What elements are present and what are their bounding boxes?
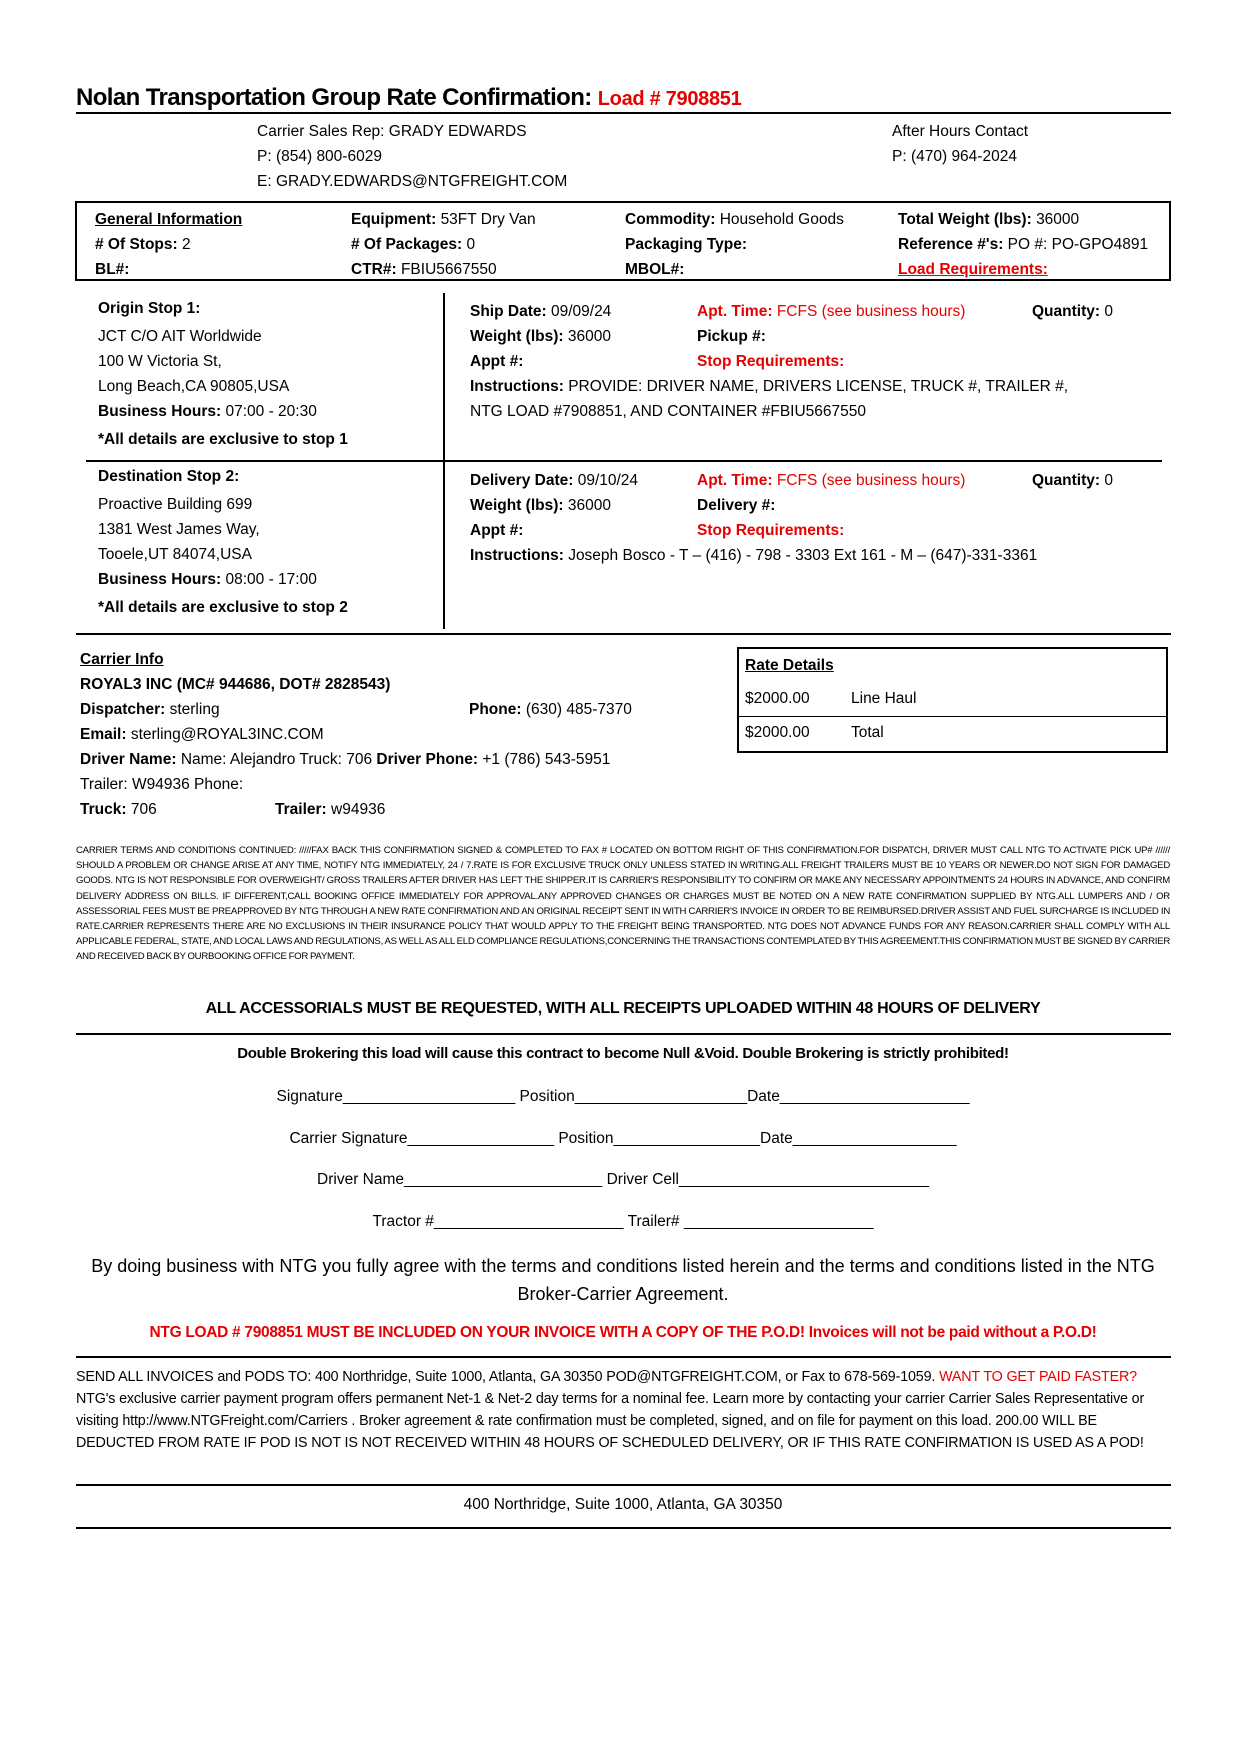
destination-stop-requirements: Stop Requirements: xyxy=(697,522,845,539)
carrier-email: Email: sterling@ROYAL3INC.COM xyxy=(80,726,324,743)
origin-appt: Appt #: xyxy=(470,353,524,370)
trailer-number: Trailer: w94936 xyxy=(275,801,386,818)
origin-instructions: Instructions: PROVIDE: DRIVER NAME, DRIVERS LICENSE, TRUCK #, TRAILER #, xyxy=(470,378,1069,395)
double-brokering-notice: Double Brokering this load will cause this contract to become Null &Void. Double Brokering is strictly prohibited! xyxy=(237,1045,1009,1062)
after-hours-phone: P: (470) 964-2024 xyxy=(892,148,1017,165)
destination-weight: Weight (lbs): 36000 xyxy=(470,497,611,514)
ship-date: Ship Date: 09/09/24 xyxy=(470,303,612,320)
page-title xyxy=(76,84,741,112)
origin-stop-requirements: Stop Requirements: xyxy=(697,353,845,370)
terms-and-conditions: CARRIER TERMS AND CONDITIONS CONTINUED: /////FAX BACK THIS CONFIRMATION SIGNED & COMPLETED TO FAX # LOCATED ON BOTTOM RIGHT OF THIS CONFIRMATION.FOR DISPATCH, DRIVER MUST CALL NTG TO ACTIVATE PICK UP# ////// SHOULD A PROBLEM OR CHANGE ARISE AT ANY TIME, NOTIFY NTG IMMEDIATELY, 24 / 7.RATE IS FOR EXCLUSIVE TRUCK ONLY UNLESS STATED IN WRITING.ALL FREIGHT TRAILERS MUST BE 10 YEARS OR NEWER.DO NOT SIGN FOR DAMAGED GOODS. NTG IS NOT RESPONSIBLE FOR OVERWEIGHT/ GROSS TRAILERS AFTER DRIVER HAS LEFT THE SHIPPER.IT IS CARRIER'S RESPONSIBILITY TO CONFIRM OR MAKE ANY NECESSARY APPOINTMENTS 24 HOURS IN ADVANCE, AND CONFIRM DELIVERY ADDRESS ON BILLS. IF DIFFERENT,CALL BOOKING OFFICE IMMEDIATELY FOR APPROVAL.ANY APPROVED CHANGES OR CHARGES MUST BE NOTED ON A NEW RATE CONFIRMATION SUPPLIED BY NTG.ALL LUMPERS AND / OR ASSESSORIAL FEES MUST BE PREAPPROVED BY NTG THROUGH A NEW RATE CONFIRMATION AND AN ORIGINAL RECEIPT SENT IN WITH CARRIER'S INVOICE IN ORDER TO BE REIMBURSED.DRIVER ASSIST AND FUEL SURCHARGE IS INCLUDED IN RATE.CARRIER REPRESENTS THERE ARE NO EXCLUSIONS IN THEIR INSURANCE POLICY THAT WOULD APPLY TO THE FREIGHT BEING TRANSPORTED. NTG DOES NOT ADVANCE FUNDS FOR ANY REASON.CARRIER SHALL COMPLY WITH ALL APPLICABLE FEDERAL, STATE, AND LOCAL LAWS AND REGULATIONS, AS WELL AS ALL ELD COMPLIANCE REGULATIONS,CONCERNING THE TRANSACTIONS CONTEMPLATED BY THIS AGREEMENT.THIS CONFIRMATION MUST BE SIGNED BY CARRIER AND RECEIVED BACK BY OURBOOKING OFFICE FOR PAYMENT. xyxy=(76,845,1170,963)
document-title: Nolan Transportation Group Rate Confirmation: xyxy=(76,84,592,111)
carrier-phone: Phone: (630) 485-7370 xyxy=(469,701,632,718)
origin-street: 100 W Victoria St, xyxy=(98,353,222,370)
destination-apt-time: Apt. Time: FCFS (see business hours) xyxy=(697,472,966,489)
after-hours-label: After Hours Contact xyxy=(892,123,1029,140)
footer-top-divider xyxy=(76,1484,1171,1486)
packaging-type: Packaging Type: xyxy=(625,236,748,253)
destination-instructions: Instructions: Joseph Bosco - T – (416) - 798 - 3303 Ext 161 - M – (647)-331-3361 xyxy=(470,547,1038,564)
origin-weight: Weight (lbs): 36000 xyxy=(470,328,611,345)
rate-row-description: Line Haul xyxy=(851,690,917,707)
rate-row-amount: $2000.00 xyxy=(745,724,810,741)
total-weight: Total Weight (lbs): 36000 xyxy=(898,211,1080,228)
pod-notice: NTG LOAD # 7908851 MUST BE INCLUDED ON YOUR INVOICE WITH A COPY OF THE P.O.D! Invoices will not be paid without a P.O.D! xyxy=(149,1324,1097,1341)
origin-heading: Origin Stop 1: xyxy=(98,300,201,317)
origin-name: JCT C/O AIT Worldwide xyxy=(98,328,262,345)
send-invoices-info: SEND ALL INVOICES and PODS TO: 400 Northridge, Suite 1000, Atlanta, GA 30350 POD@NTGFREIGHT.COM, or Fax to 678-569-1059. WANT TO GET PAID FASTER? NTG's exclusive carrier payment program offers permanent Net-1 & Net-2 day terms for a nominal fee. Learn more by contacting your carrier Carrier Sales Representative or visiting http://www.NTGFreight.com/Carriers . Broker agreement & rate confirmation must be completed, signed, and on file for payment on this load. 200.00 WILL BE DEDUCTED FROM RATE IF POD IS NOT IS NOT RECEIVED WITHIN 48 HOURS OF SCHEDULED DELIVERY, OR IF THIS RATE CONFIRMATION IS USED AS A POD! xyxy=(76,1369,1145,1451)
carrier-info-heading: Carrier Info xyxy=(80,651,164,668)
destination-name: Proactive Building 699 xyxy=(98,496,253,513)
mbol-number: MBOL#: xyxy=(625,261,685,278)
rate-row-divider xyxy=(737,716,1168,717)
ctr-number: CTR#: FBIU5667550 xyxy=(351,261,497,278)
tractor-trailer-line[interactable]: Tractor #______________________ Trailer# ______________________ xyxy=(372,1213,874,1230)
destination-hours: Business Hours: 08:00 - 17:00 xyxy=(98,571,317,588)
carrier-signature-line[interactable]: Carrier Signature_________________ Position_________________Date___________________ xyxy=(289,1130,957,1147)
dispatcher: Dispatcher: sterling xyxy=(80,701,220,718)
truck-number: Truck: 706 xyxy=(80,801,157,818)
general-info-heading: General Information xyxy=(95,211,243,228)
origin-hours: Business Hours: 07:00 - 20:30 xyxy=(98,403,317,420)
signature-line[interactable]: Signature____________________ Position____________________Date______________________ xyxy=(276,1088,970,1105)
pickup-number: Pickup #: xyxy=(697,328,766,345)
driver-name-line[interactable]: Driver Name_______________________ Driver Cell_____________________________ xyxy=(317,1171,929,1188)
accessorials-divider xyxy=(76,1033,1171,1035)
sales-rep: Carrier Sales Rep: GRADY EDWARDS xyxy=(257,123,527,140)
origin-exclusive-note: *All details are exclusive to stop 1 xyxy=(98,431,348,448)
origin-city: Long Beach,CA 90805,USA xyxy=(98,378,290,395)
packages-count: # Of Packages: 0 xyxy=(351,236,476,253)
equipment: Equipment: 53FT Dry Van xyxy=(351,211,536,228)
destination-appt: Appt #: xyxy=(470,522,524,539)
carrier-name: ROYAL3 INC (MC# 944686, DOT# 2828543) xyxy=(80,676,391,693)
accessorials-notice: ALL ACCESSORIALS MUST BE REQUESTED, WITH ALL RECEIPTS UPLOADED WITHIN 48 HOURS OF DELIVERY xyxy=(205,1000,1041,1017)
destination-exclusive-note: *All details are exclusive to stop 2 xyxy=(98,599,348,616)
sales-phone: P: (854) 800-6029 xyxy=(257,148,382,165)
commodity: Commodity: Household Goods xyxy=(625,211,844,228)
rate-row-amount: $2000.00 xyxy=(745,690,810,707)
title-divider xyxy=(76,112,1171,114)
rate-details-heading: Rate Details xyxy=(745,657,834,674)
destination-street: 1381 West James Way, xyxy=(98,521,260,538)
stops-count: # Of Stops: 2 xyxy=(95,236,191,253)
bl-number: BL#: xyxy=(95,261,130,278)
footer-bottom-divider xyxy=(76,1527,1171,1529)
destination-city: Tooele,UT 84074,USA xyxy=(98,546,252,563)
stops-bottom-divider xyxy=(76,633,1171,635)
origin-instructions-cont: NTG LOAD #7908851, AND CONTAINER #FBIU5667550 xyxy=(470,403,866,420)
origin-quantity: Quantity: 0 xyxy=(1032,303,1113,320)
rate-row-description: Total xyxy=(851,724,884,741)
driver-info: Driver Name: Name: Alejandro Truck: 706 Driver Phone: +1 (786) 543-5951 xyxy=(80,751,611,768)
footer-address: 400 Northridge, Suite 1000, Atlanta, GA 30350 xyxy=(463,1496,783,1513)
pod-divider xyxy=(76,1356,1171,1358)
stops-horizontal-divider xyxy=(86,460,1162,462)
delivery-date: Delivery Date: 09/10/24 xyxy=(470,472,639,489)
paid-faster-highlight: WANT TO GET PAID FASTER? xyxy=(939,1369,1137,1385)
trailer-line: Trailer: W94936 Phone: xyxy=(80,776,244,793)
reference-numbers: Reference #'s: PO #: PO-GPO4891 xyxy=(898,236,1149,253)
origin-apt-time: Apt. Time: FCFS (see business hours) xyxy=(697,303,966,320)
sales-email: E: GRADY.EDWARDS@NTGFREIGHT.COM xyxy=(257,173,568,190)
destination-heading: Destination Stop 2: xyxy=(98,468,240,485)
load-requirements: Load Requirements: xyxy=(898,261,1048,278)
agreement-statement: By doing business with NTG you fully agree with the terms and conditions listed herein and the terms and conditions listed in the NTG Broker-Carrier Agreement. xyxy=(91,1256,1155,1304)
destination-quantity: Quantity: 0 xyxy=(1032,472,1113,489)
delivery-number: Delivery #: xyxy=(697,497,776,514)
load-number: Load # 7908851 xyxy=(597,88,742,110)
